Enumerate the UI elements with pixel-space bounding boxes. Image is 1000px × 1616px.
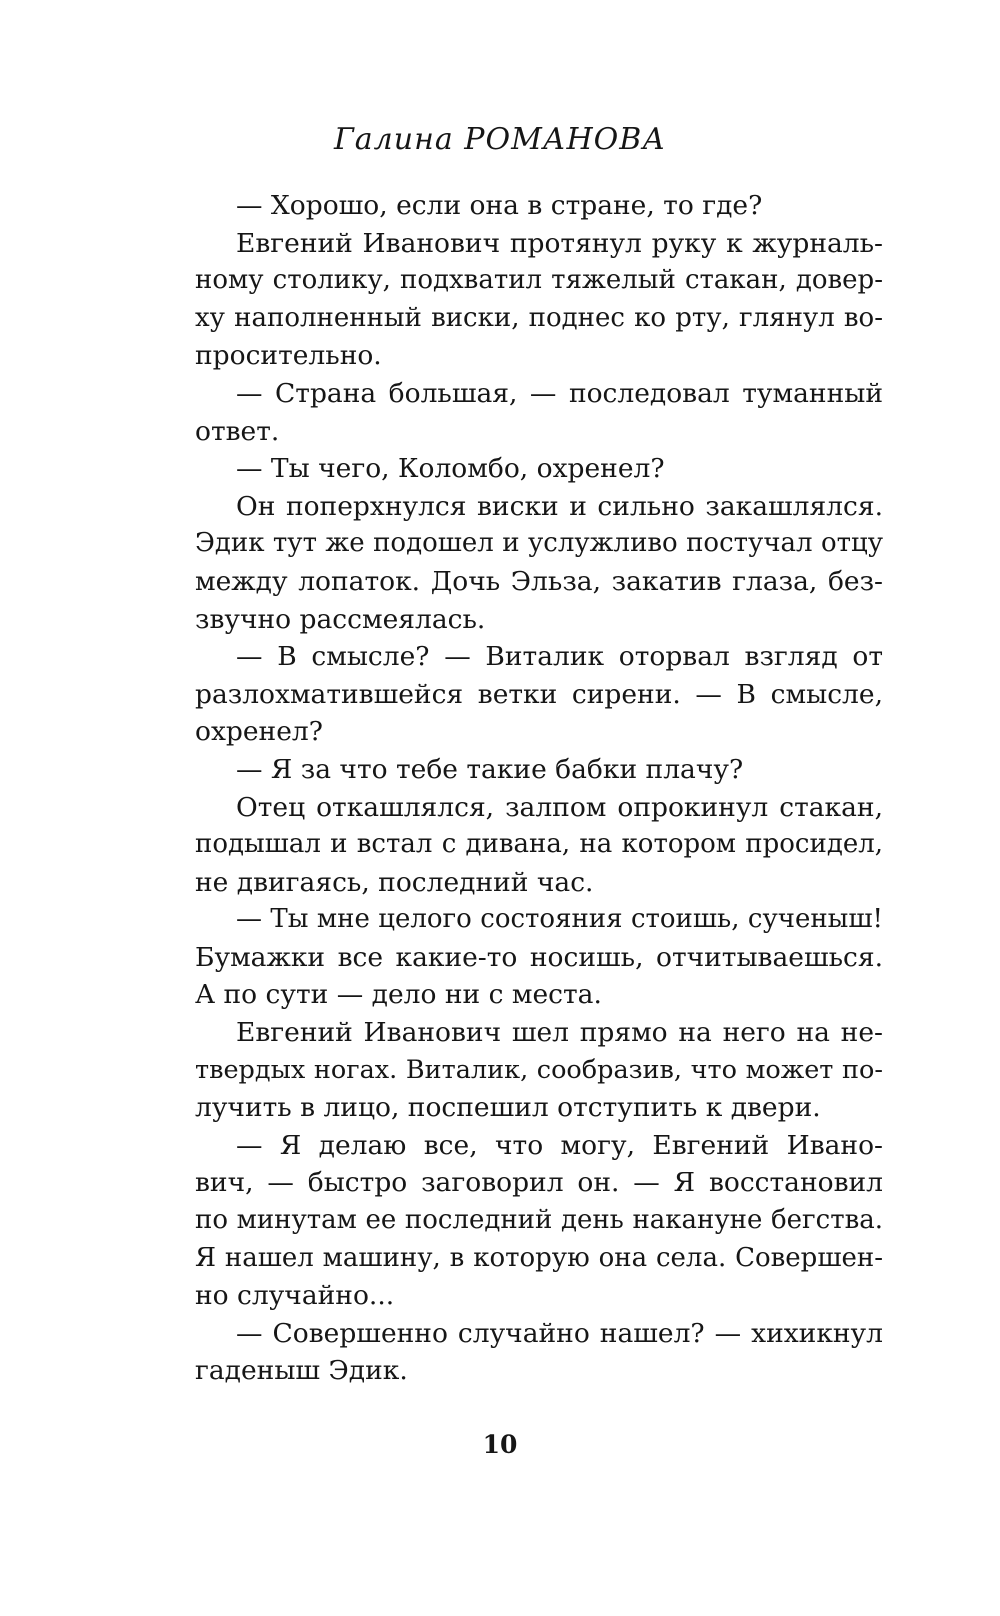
- text-line: — Я за что тебе такие бабки плачу?: [236, 753, 744, 785]
- text-line: — Хорошо, если она в стране, то где?: [236, 190, 763, 221]
- text-line: ному столику, подхватил тяжелый стакан, довер-: [195, 265, 883, 296]
- page-number: 10: [482, 1430, 518, 1459]
- text-line: ху наполненный виски, поднес ко рту, глянул во-: [195, 302, 883, 333]
- body-text: [195, 187, 883, 1390]
- text-line: но случайно...: [195, 1280, 395, 1312]
- text-line: лучить в лицо, поспешил отступить к двери.: [195, 1092, 821, 1124]
- text-line: твердых ногах. Виталик, сообразив, что может по-: [195, 1054, 883, 1085]
- text-line: просительно.: [195, 340, 382, 372]
- text-line: — Совершенно случайно нашел? — хихикнул: [236, 1317, 883, 1349]
- text-line: Бумажки все какие-то носишь, отчитываешься.: [195, 941, 883, 973]
- text-line: гаденыш Эдик.: [195, 1355, 408, 1387]
- text-line: звучно рассмеялась.: [195, 603, 486, 635]
- text-line: — Страна большая, — последовал туманный: [236, 377, 883, 409]
- text-line: А по сути — дело ни с места.: [195, 979, 602, 1011]
- text-line: между лопаток. Дочь Эльза, закатив глаза, без-: [195, 565, 883, 597]
- text-line: ответ.: [195, 415, 280, 447]
- text-line: — Ты чего, Коломбо, охренел?: [236, 453, 665, 485]
- text-line: Евгений Иванович протянул руку к журналь-: [236, 227, 883, 259]
- text-line: Евгений Иванович шел прямо на него на не-: [236, 1017, 883, 1049]
- text-line: — Я делаю все, что могу, Евгений Ивано-: [236, 1129, 883, 1161]
- text-line: охренел?: [195, 716, 323, 748]
- text-line: — Ты мне целого состояния стоишь, сученыш!: [236, 904, 883, 935]
- text-line: Я нашел машину, в которую она села. Совершен-: [195, 1242, 883, 1273]
- text-line: Он поперхнулся виски и сильно закашлялся.: [236, 490, 883, 522]
- text-line: подышал и встал с дивана, на котором просидел,: [195, 829, 883, 860]
- text-line: вич, — быстро заговорил он. — Я восстановил: [195, 1167, 883, 1199]
- text-line: по минутам ее последний день накануне бегства.: [195, 1205, 883, 1236]
- text-line: — В смысле? — Виталик оторвал взгляд от: [236, 641, 883, 673]
- text-line: разлохматившейся ветки сирени. — В смысле,: [195, 678, 883, 710]
- text-line: Эдик тут же подошел и услужливо постучал отцу: [195, 528, 883, 559]
- running-header: Галина РОМАНОВА: [333, 122, 667, 157]
- text-line: Отец откашлялся, залпом опрокинул стакан,: [236, 791, 883, 823]
- text-line: не двигаясь, последний час.: [195, 866, 594, 898]
